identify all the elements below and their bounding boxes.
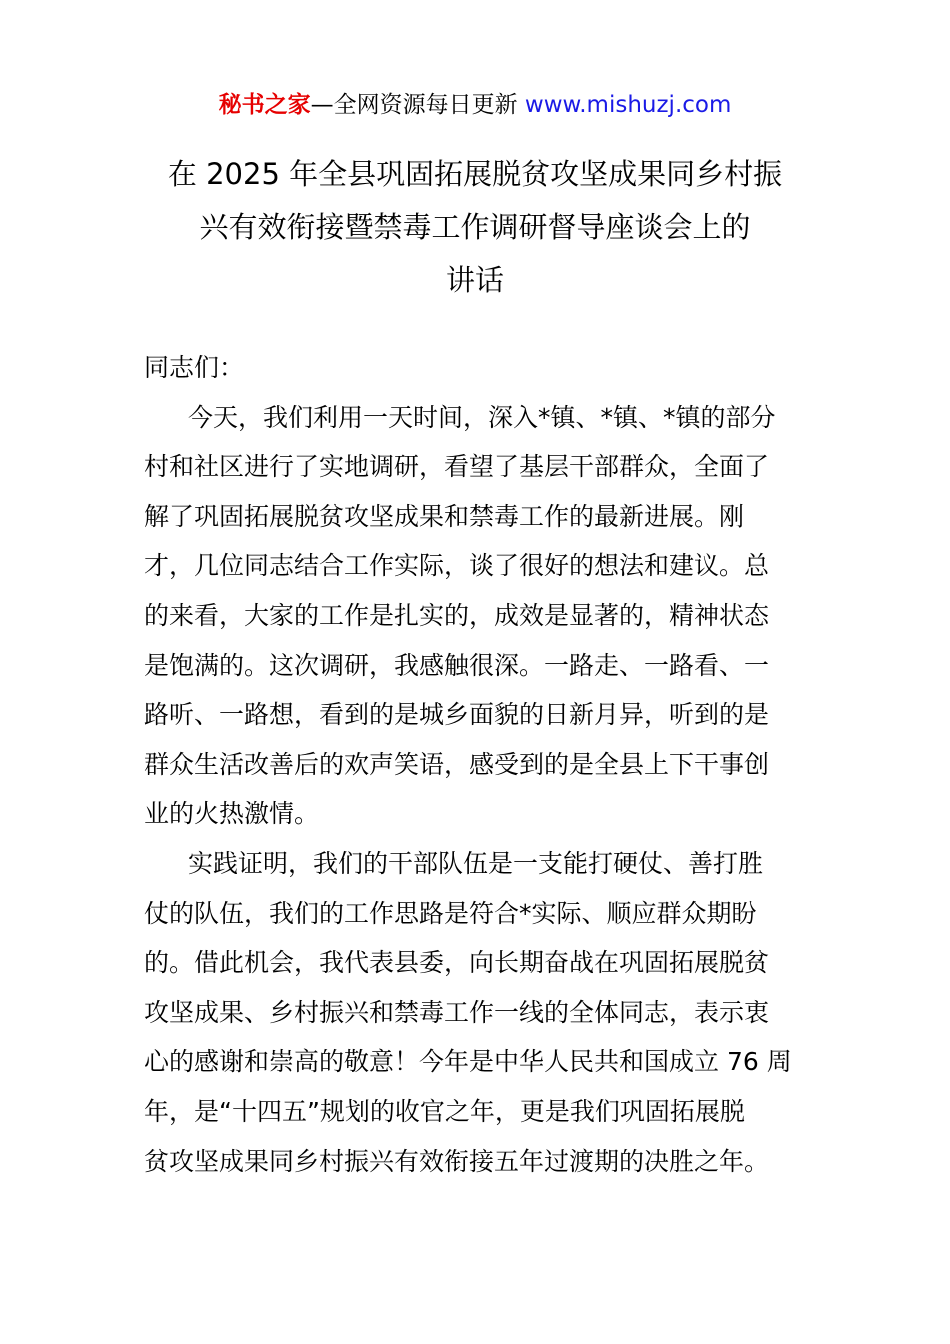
paragraph-2 [144,839,808,1186]
paragraph-1 [144,393,808,839]
text-line: 村和社区进行了实地调研，看望了基层干部群众，全面了 [144,452,770,482]
text-line: 年，是“十四五”规划的收官之年，更是我们巩固拓展脱 [144,1096,745,1126]
title-line: 兴有效衔接暨禁毒工作调研督导座谈会上的 [199,210,751,244]
text-line: 的。借此机会，我代表县委，向长期奋战在巩固拓展脱贫 [144,948,770,978]
text-line: 群众生活改善后的欢声笑语，感受到的是全县上下干事创 [144,749,770,779]
header-tagline: —全网资源每日更新 [310,92,518,118]
text-line: 是饱满的。这次调研，我感触很深。一路走、一路看、一 [144,650,770,680]
text-line: 业的火热激情。 [144,799,320,829]
text-line: 实践证明，我们的干部队伍是一支能打硬仗、善打胜 [188,848,764,878]
title-line: 在 2025 年全县巩固拓展脱贫攻坚成果同乡村振 [167,157,783,191]
text-line: 仗的队伍，我们的工作思路是符合*实际、顺应群众期盼 [144,898,757,928]
title-line: 讲话 [445,263,504,297]
page-header [0,88,950,122]
text-line: 心的感谢和崇高的敬意！今年是中华人民共和国成立 76 周 [144,1047,792,1077]
greeting: 同志们： [144,353,245,382]
document-body [144,343,808,1186]
brand-name: 秘书之家 [218,92,311,118]
text-line: 贫攻坚成果同乡村振兴有效衔接五年过渡期的决胜之年。 [144,1146,770,1176]
document-title [130,148,820,307]
text-line: 路听、一路想，看到的是城乡面貌的日新月异，听到的是 [144,700,770,730]
text-line: 攻坚成果、乡村振兴和禁毒工作一线的全体同志，表示衷 [144,997,770,1027]
text-line: 解了巩固拓展脱贫攻坚成果和禁毒工作的最新进展。刚 [144,501,745,531]
text-line: 才，几位同志结合工作实际，谈了很好的想法和建议。总 [144,551,770,581]
text-line: 今天，我们利用一天时间，深入*镇、*镇、*镇的部分 [188,402,776,432]
site-url-link[interactable]: www.mishuzj.com [524,92,732,118]
text-line: 的来看，大家的工作是扎实的，成效是显著的，精神状态 [144,600,770,630]
